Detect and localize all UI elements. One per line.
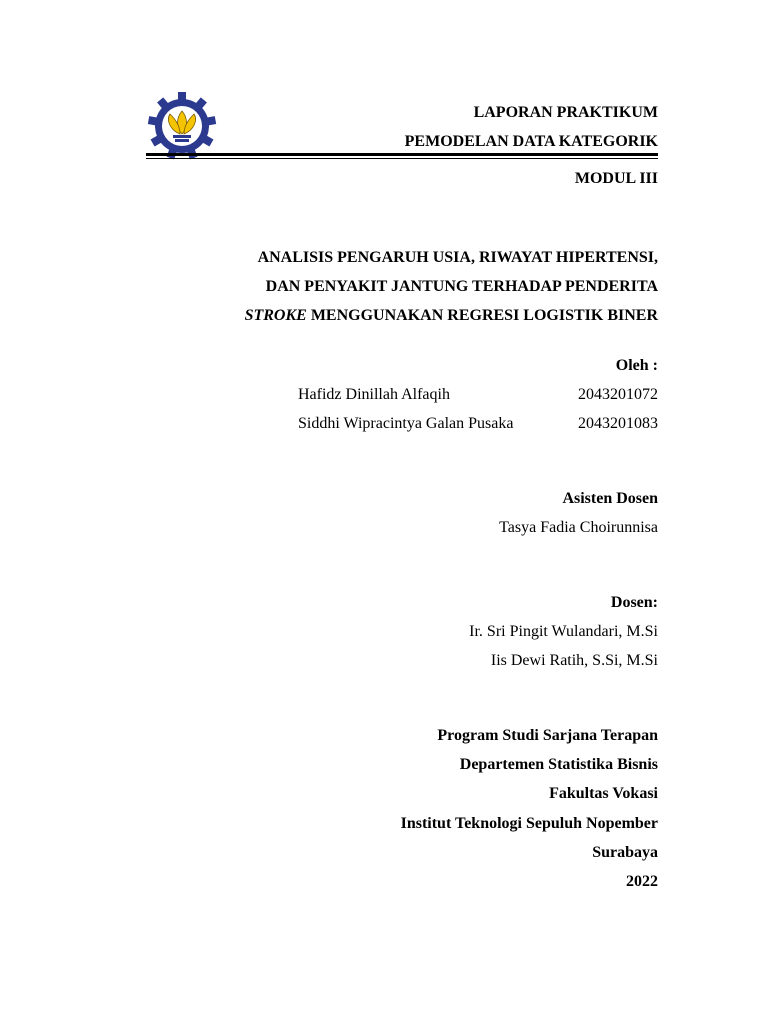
authors-label: Oleh : xyxy=(615,357,658,374)
report-type: LAPORAN PRAKTIKUM xyxy=(473,104,658,121)
institute: Institut Teknologi Sepuluh Nopember xyxy=(400,815,658,832)
lecturers-label: Dosen: xyxy=(610,594,658,611)
author-row xyxy=(298,386,658,404)
assistant-name: Tasya Fadia Choirunnisa xyxy=(499,519,658,536)
title-line: ANALISIS PENGARUH USIA, RIWAYAT HIPERTENSI, xyxy=(257,249,658,266)
assistant-label: Asisten Dosen xyxy=(562,490,658,507)
header-divider-thin xyxy=(146,158,658,159)
report-title xyxy=(138,243,658,330)
author-name: Siddhi Wipracintya Galan Pusaka xyxy=(298,415,514,432)
header-divider-thick xyxy=(146,153,658,156)
module-label: MODUL III xyxy=(574,170,658,187)
year: 2022 xyxy=(626,873,658,890)
title-line: DAN PENYAKIT JANTUNG TERHADAP PENDERITA xyxy=(265,278,658,295)
title-line-rest: MENGGUNAKAN REGRESI LOGISTIK BINER xyxy=(306,307,658,324)
author-id: 2043201072 xyxy=(578,386,658,403)
faculty: Fakultas Vokasi xyxy=(549,785,658,802)
city: Surabaya xyxy=(592,844,658,861)
department: Departemen Statistika Bisnis xyxy=(459,756,658,773)
its-logo-icon xyxy=(146,92,220,160)
lecturer-name: Iis Dewi Ratih, S.Si, M.Si xyxy=(490,652,658,669)
study-program: Program Studi Sarjana Terapan xyxy=(437,727,658,744)
author-name: Hafidz Dinillah Alfaqih xyxy=(298,386,450,403)
course-name: PEMODELAN DATA KATEGORIK xyxy=(404,133,658,150)
lecturer-name: Ir. Sri Pingit Wulandari, M.Si xyxy=(469,623,658,640)
title-italic-word: STROKE xyxy=(244,307,307,324)
title-line xyxy=(138,301,658,330)
author-id: 2043201083 xyxy=(578,415,658,432)
author-row xyxy=(298,415,658,433)
